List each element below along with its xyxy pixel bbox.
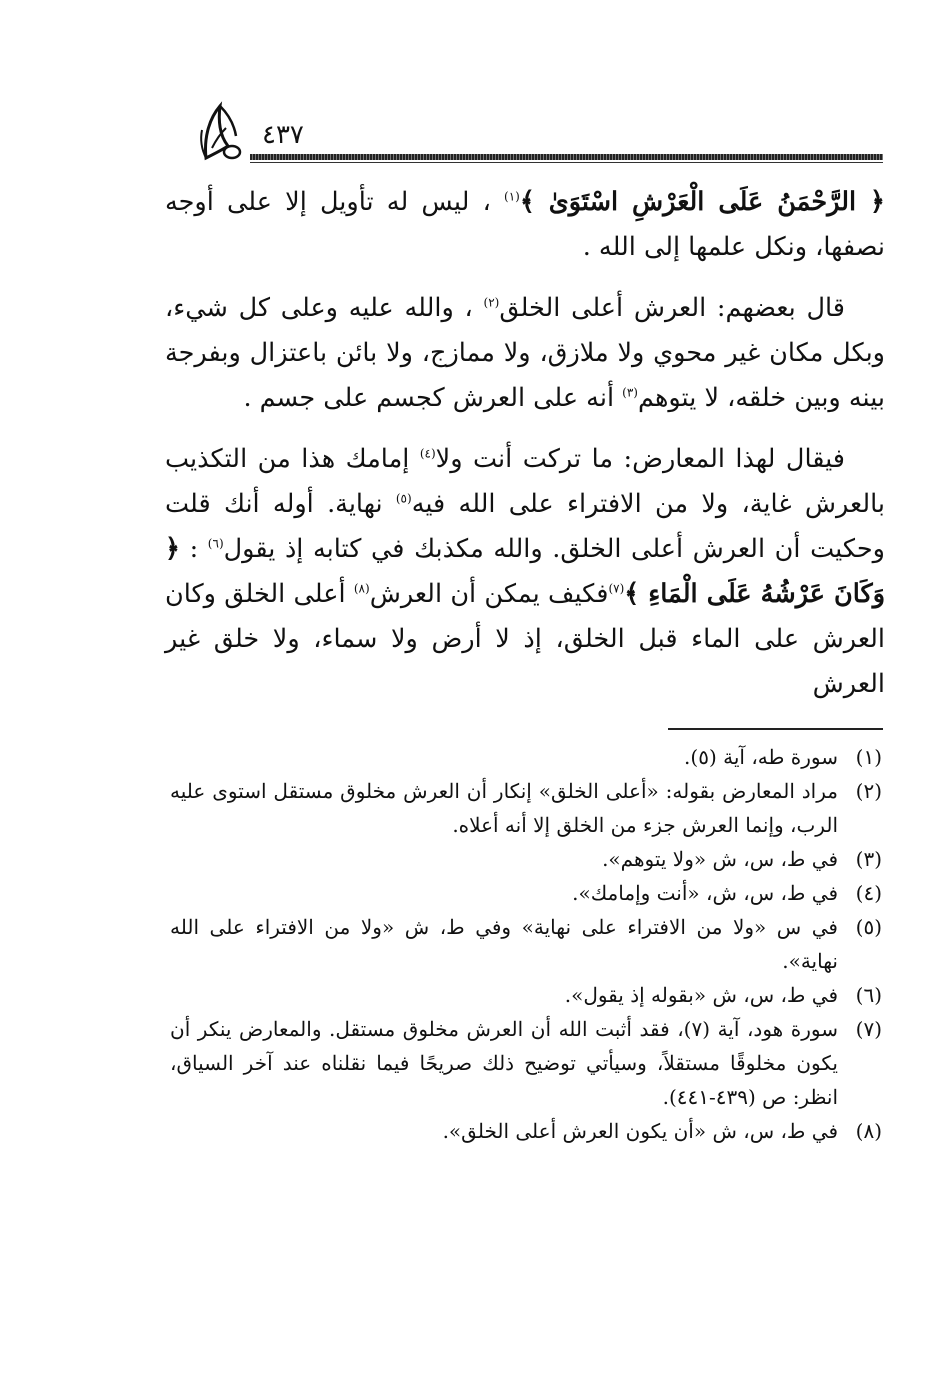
page-header bbox=[168, 100, 883, 166]
footnote-item bbox=[170, 842, 882, 876]
footnote-item bbox=[170, 1012, 882, 1114]
text-run: : bbox=[179, 534, 208, 564]
paragraph bbox=[165, 286, 885, 421]
footnote-number: (٤) bbox=[855, 881, 882, 905]
footnote-ref: (٣) bbox=[622, 385, 638, 400]
footnote-text: سورة طه، آية (٥). bbox=[684, 745, 838, 769]
footnote-ref: (٦) bbox=[207, 536, 224, 551]
footnote-number: (٣) bbox=[855, 847, 882, 871]
footnote-text: في ط، س، ش «بقوله إذ يقول». bbox=[564, 983, 838, 1007]
footnote-number: (٨) bbox=[855, 1119, 882, 1143]
text-run: فيقال لهذا المعارض: ما تركت أنت ولا bbox=[435, 444, 846, 474]
footnote-number: (١) bbox=[855, 745, 882, 769]
footnote-ref: (٤) bbox=[419, 446, 436, 461]
text-run: ، والله عليه وعلى كل شيء، وبكل مكان غير محوي ولا ملازق، ولا ممازج، ولا بائن باعتزال وبفرجة بينه وبين خلقه، لا يتوهم bbox=[165, 293, 885, 413]
paragraph bbox=[165, 437, 885, 707]
page-number: ٤٣٧ bbox=[262, 120, 304, 150]
main-text bbox=[165, 180, 885, 723]
quill-ornament-icon bbox=[198, 100, 244, 162]
footnote-item bbox=[170, 1114, 882, 1148]
footnote-number: (٧) bbox=[855, 1017, 882, 1041]
text-run: إمامك هذا من التكذيب بالعرش غاية، ولا من الافتراء على الله فيه bbox=[165, 444, 885, 519]
footnote-number: (٦) bbox=[855, 983, 882, 1007]
footnote-text: في ط، س، ش، «أنت وإمامك». bbox=[572, 881, 838, 905]
text-run: قال بعضهم: العرش أعلى الخلق bbox=[499, 293, 845, 323]
footnote-number: (٢) bbox=[855, 779, 882, 803]
footnotes bbox=[170, 740, 882, 1148]
footnote-text: في ط، س، ش «ولا يتوهم». bbox=[602, 847, 838, 871]
footnote-item bbox=[170, 876, 882, 910]
header-rule-thin bbox=[250, 162, 883, 163]
footnote-item bbox=[170, 978, 882, 1012]
footnote-item bbox=[170, 774, 882, 842]
footnote-ref: (٢) bbox=[483, 295, 500, 310]
footnote-ref: (٥) bbox=[395, 491, 412, 506]
text-run: ، ليس له تأويل إلا على أوجه نصفها، ونكل علمها إلى الله . bbox=[165, 187, 885, 262]
footnote-ref: (١) bbox=[504, 189, 520, 204]
footnote-item bbox=[170, 740, 882, 774]
text-run: أنه على العرش كجسم على جسم . bbox=[243, 383, 623, 413]
quran-verse: ﴿ الرَّحْمَنُ عَلَى الْعَرْشِ اسْتَوَىٰ ﴾ bbox=[519, 187, 885, 217]
text-run: نهاية. أوله أنك قلت وحكيت أن العرش أعلى الخلق. والله مكذبك في كتابه إذ يقول bbox=[165, 489, 885, 564]
footnote-text: في س «ولا من الافتراء على نهاية» وفي ط، ش «ولا من الافتراء على الله نهاية». bbox=[170, 915, 838, 973]
footnote-text: في ط، س، ش «أن يكون العرش أعلى الخلق». bbox=[442, 1119, 838, 1143]
footnote-separator bbox=[668, 728, 883, 730]
paragraph bbox=[165, 180, 885, 270]
quran-verse: ﴿ وَكَانَ عَرْشُهُ عَلَى الْمَاءِ ﴾ bbox=[165, 534, 886, 609]
text-run: أعلى الخلق وكان العرش على الماء قبل الخلق، إذ لا أرض ولا سماء، ولا خلق غير العرش bbox=[165, 579, 885, 699]
footnote-item bbox=[170, 910, 882, 978]
header-rule bbox=[250, 154, 883, 160]
footnote-number: (٥) bbox=[855, 915, 882, 939]
footnote-ref: (٧) bbox=[608, 581, 625, 596]
footnote-ref: (٨) bbox=[353, 581, 370, 596]
footnote-text: مراد المعارض بقوله: «أعلى الخلق» إنكار أن العرش مخلوق مستقل استوى عليه الرب، وإنما العرش جزء من الخلق إلا أنه أعلاه. bbox=[170, 779, 838, 837]
text-run: فكيف يمكن أن العرش bbox=[369, 579, 609, 609]
footnote-text: سورة هود، آية (٧)، فقد أثبت الله أن العرش مخلوق مستقل. والمعارض ينكر أن يكون مخلوقًا مستقلاً، وسيأتي توضيح ذلك صريحًا فيما نقلناه عند آخر السياق، انظر: ص (٤٣٩-٤٤١). bbox=[170, 1017, 839, 1109]
